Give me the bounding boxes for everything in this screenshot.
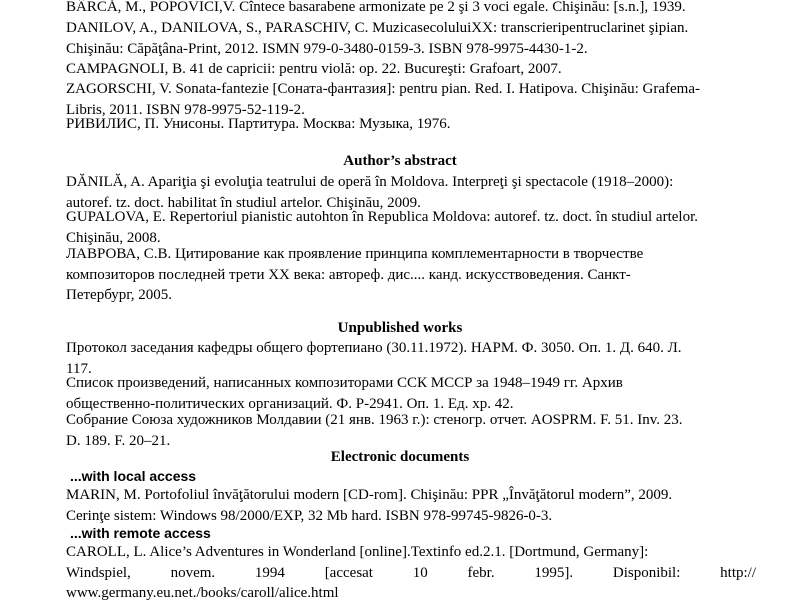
section-heading-electronic: Electronic documents — [330, 449, 470, 465]
section-heading-authors-abstract: Author’s abstract — [343, 153, 457, 169]
entry-word: 1995]. — [534, 564, 574, 581]
section-heading-unpublished: Unpublished works — [337, 320, 463, 336]
entry-word: http:// — [720, 564, 756, 581]
entry-word: Windspiel, — [66, 564, 131, 581]
entry-line: Chişinău, 2008. — [66, 229, 161, 246]
published-entry-campagnoli — [66, 59, 756, 80]
subheading-local-access: ...with local access — [70, 468, 197, 484]
entry-line: композиторов последней трети XX века: автореф. дис.... канд. искусствоведения. Санкт- — [66, 266, 631, 283]
published-entry-rivilis — [66, 114, 756, 135]
entry-word: Disponibil: — [612, 564, 681, 581]
electronic-entry-caroll — [66, 542, 756, 604]
entry-line: РИВИЛИС, П. Унисоны. Партитура. Москва: Музыка, 1976. — [66, 116, 451, 132]
entry-line: Собрание Союза художников Молдавии (21 янв. 1963 г.): стеногр. отчет. AOSPRM. F. 51. Inv. 23. — [66, 412, 683, 428]
abstract-entry-lavrova — [66, 244, 756, 306]
entry-line: CAROLL, L. Alice’s Adventures in Wonderland [online].Textinfo ed.2.1. [Dortmund, Germany]: — [66, 544, 649, 560]
entry-line: DĂNILĂ, A. Apariţia şi evoluţia teatrului de operă în Moldova. Interpreţi şi spectacole (1918–2000): — [66, 174, 674, 190]
entry-line: Список произведений, написанных композиторами ССК МССР за 1948–1949 гг. Архив — [66, 375, 623, 391]
entry-word: novem. — [170, 564, 216, 581]
entry-line: Протокол заседания кафедры общего фортепиано (30.11.1972). НАРМ. Ф. 3050. Оп. 1. Д. 640. Л. — [66, 340, 682, 356]
entry-word: febr. — [467, 564, 495, 581]
entry-line: CAMPAGNOLI, B. 41 de capricii: pentru violă: op. 22. Bucureşti: Grafoart, 2007. — [66, 61, 562, 77]
entry-line: autoref. tz. doct. habilitat în studiul artelor. Chişinău, 2009. — [66, 194, 421, 211]
published-entry-danilov — [66, 18, 756, 59]
entry-line: DANILOV, A., DANILOVA, S., PARASCHIV, C. MuzicasecoluluiXX: transcrieripentruclarinet şipian. — [66, 20, 689, 36]
unpublished-entry-list — [66, 373, 756, 414]
entry-line: Петербург, 2005. — [66, 287, 172, 303]
entry-word: 1994 — [254, 564, 285, 581]
subheading-remote-access: ...with remote access — [70, 525, 211, 541]
published-entry-barca — [66, 0, 756, 18]
entry-line: общественно-политических организаций. Ф. Р-2941. Оп. 1. Ед. хр. 42. — [66, 395, 514, 412]
entry-line: GUPALOVA, E. Repertoriul pianistic autohton în Republica Moldova: autoref. tz. doct. în studiul artelor. — [66, 209, 698, 225]
entry-line: D. 189. F. 20–21. — [66, 432, 171, 449]
entry-line: Cerinţe sistem: Windows 98/2000/EXP, 32 Mb hard. ISBN 978-99745-9826-0-3. — [66, 507, 553, 524]
entry-word: 10 — [412, 564, 428, 581]
abstract-entry-gupalova — [66, 207, 756, 248]
electronic-entry-marin — [66, 485, 756, 526]
entry-line: Chişinău: Căpăţâna-Print, 2012. ISMN 979-0-3480-0159-3. ISBN 978-9975-4430-1-2. — [66, 40, 588, 57]
entry-line: Libris, 2011. ISBN 978-9975-52-119-2. — [66, 101, 305, 118]
entry-line: ЛАВРОВА, С.В. Цитирование как проявление принципа комплементарности в творчестве — [66, 246, 644, 262]
entry-word: [accesat — [324, 564, 373, 581]
url-link[interactable]: www.germany.eu.net./books/caroll/alice.html — [66, 585, 339, 601]
unpublished-entry-assembly — [66, 410, 756, 451]
entry-line: MARIN, M. Portofoliul învăţătorului modern [CD-rom]. Chişinău: PPR „Învăţătorul modern”, 2009. — [66, 487, 673, 503]
entry-line: BÂRCĂ, M., POPOVICI,V. Cîntece basarabene armonizate pe 2 şi 3 voci egale. Chişinău: [s.n.], 1939. — [66, 0, 686, 15]
entry-line-justified — [66, 563, 756, 584]
entry-line: 117. — [66, 360, 92, 377]
entry-line: ZAGORSCHI, V. Sonata-fantezie [Соната-фантазия]: pentru pian. Red. I. Hatipova. Chişinău: Grafema- — [66, 81, 700, 97]
